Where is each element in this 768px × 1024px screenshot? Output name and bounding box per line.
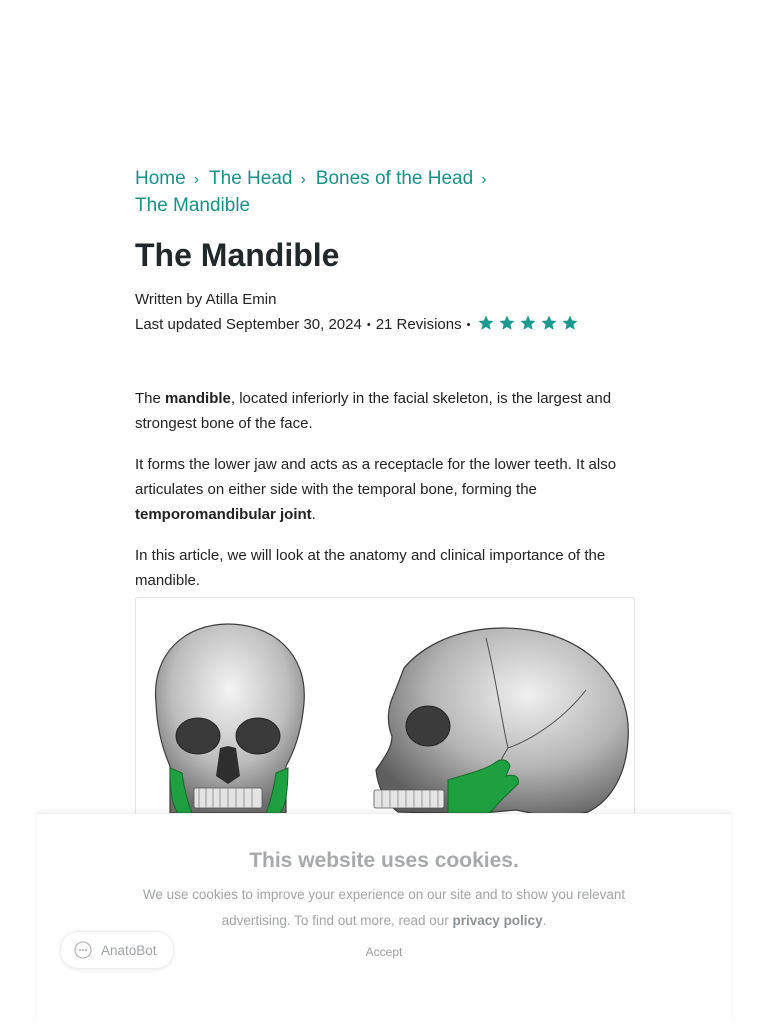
chevron-right-icon: › [193, 171, 200, 188]
term-temporomandibular-joint: temporomandibular joint [135, 506, 312, 523]
accept-cookies-button[interactable]: Accept [360, 944, 409, 960]
breadcrumb-bones-of-the-head[interactable]: Bones of the Head [315, 168, 474, 189]
cookie-text [124, 882, 644, 934]
article-body [135, 386, 635, 593]
star-icon [540, 314, 558, 332]
breadcrumb [135, 166, 635, 219]
meta-dot: • [466, 319, 471, 331]
star-icon [498, 314, 516, 332]
text: . [311, 506, 316, 523]
skull-lateral-view [374, 628, 628, 818]
text: . [542, 913, 547, 928]
breadcrumb-the-mandible[interactable]: The Mandible [135, 195, 251, 216]
skull-front-view [156, 624, 305, 813]
breadcrumb-home[interactable]: Home [135, 168, 186, 189]
star-icon [561, 314, 579, 332]
term-mandible: mandible [165, 390, 231, 407]
privacy-policy-label: privacy policy [452, 913, 543, 928]
breadcrumb-the-head[interactable]: The Head [209, 168, 293, 189]
article-meta [135, 287, 635, 339]
text: We use cookies to improve your experience on our site and to show you relevant advertising. To find out more, read our [142, 887, 626, 928]
last-updated: Last updated September 30, 2024 [135, 316, 362, 333]
intro-paragraph-2 [135, 452, 635, 527]
page-title: The Mandible [135, 237, 340, 273]
star-icon [519, 314, 537, 332]
chevron-right-icon: › [481, 171, 487, 188]
revisions-link[interactable]: 21 Revisions [375, 316, 462, 333]
text: , located inferiorly in the facial skeleton, is the largest and strongest bone of the face. [135, 390, 612, 432]
update-line [135, 312, 635, 339]
chevron-right-icon: › [300, 171, 306, 188]
article-content [135, 166, 635, 609]
intro-paragraph-1 [135, 386, 635, 436]
anatobot-chat-button[interactable] [60, 931, 174, 969]
privacy-policy-link[interactable] [453, 913, 543, 928]
star-icon [477, 314, 495, 332]
meta-dot: • [366, 319, 371, 331]
anatobot-label: AnatoBot [101, 942, 157, 958]
chat-bot-icon [73, 940, 93, 960]
cookie-title: This website uses cookies. [249, 849, 519, 872]
cookie-banner [37, 813, 731, 1024]
rating-stars[interactable] [477, 314, 579, 332]
intro-paragraph-3: In this article, we will look at the anatomy and clinical importance of the mandible. [135, 547, 606, 589]
text: The [135, 390, 166, 407]
author-line: Written by Atilla Emin [135, 291, 277, 308]
text: It forms the lower jaw and acts as a receptacle for the lower teeth. It also articulates on either side with the temporal bone, forming the [135, 456, 617, 498]
